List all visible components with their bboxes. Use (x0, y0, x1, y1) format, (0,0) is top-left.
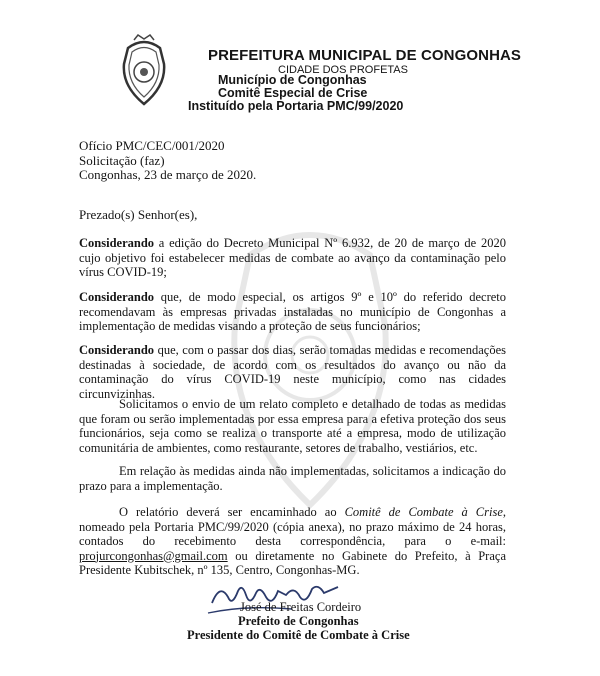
header-ordinance: Instituído pela Portaria PMC/99/2020 (188, 99, 404, 113)
paragraph-considerando-1 (79, 236, 506, 280)
solicitation-line: Solicitação (faz) (79, 153, 165, 168)
paragraph-lead: Considerando (79, 290, 155, 304)
oficio-number: Ofício PMC/CEC/001/2020 (79, 138, 225, 153)
paragraph-text: O relatório deverá ser encaminhado ao (119, 505, 345, 519)
header-committee: Comitê Especial de Crise (218, 86, 368, 100)
paragraph-text: que, com o passar dos dias, serão tomadas medidas e recomendações destinadas à sociedade, de acordo com os resultados do avanço ou não da contaminação do vírus COVID-19 neste município, como nas cidades circunvizinhas. (79, 343, 506, 401)
paragraph-lead: Considerando (79, 343, 155, 357)
email-link[interactable]: projurcongonhas@gmail.com (79, 548, 228, 563)
paragraph-considerando-2 (79, 290, 506, 334)
paragraph-considerando-3 (79, 343, 506, 401)
header-subtitle: CIDADE DOS PROFETAS (278, 64, 408, 76)
header-municipality: Município de Congonhas (218, 73, 367, 87)
paragraph-request: Solicitamos o envio de um relato completo e detalhado de todas as medidas que foram ou serão implementadas por essa empresa para a efetiva proteção dos seus funcionários, seja como se realiza o transporte até a empresa, modo de utilização comunitária de ambientes, como restaurante, setores de trabalho, vestiários, etc. (79, 397, 506, 455)
header-title: PREFEITURA MUNICIPAL DE CONGONHAS (208, 47, 522, 64)
paragraph-text: que, de modo especial, os artigos 9º e 10º do referido decreto recomendavam às empresas privadas instaladas no município de Congonhas a implementação de medidas visando a proteção de seus funcionários; (79, 290, 506, 333)
date-line: Congonhas, 23 de março de 2020. (79, 167, 257, 182)
paragraph-report-instructions (79, 505, 506, 578)
paragraph-text: ou diretamente no Gabinete do Prefeito, à Praça Presidente Kubitschek, nº 135, Centro, Congonhas-MG. (79, 548, 506, 577)
paragraph-text: , nomeado pela Portaria PMC/99/2020 (cópia anexa), no prazo máximo de 24 horas, contados do recebimento desta correspondência, para o e-mail: (79, 505, 507, 548)
committee-name: Comitê de Combate à Crise (344, 505, 503, 519)
paragraph-text: a edição do Decreto Municipal Nº 6.932, de 20 de março de 2020 cujo objetivo foi estabelecer medidas de combate ao avanço da contaminação pelo vírus COVID-19; (79, 236, 506, 279)
municipal-seal-icon (118, 34, 170, 108)
signatory-name: José de Freitas Cordeiro (240, 600, 362, 614)
greeting: Prezado(s) Senhor(es), (79, 207, 198, 222)
paragraph-lead: Considerando (79, 236, 155, 250)
paragraph-pending-measures: Em relação às medidas ainda não implementadas, solicitamos a indicação do prazo para a implementação. (79, 464, 506, 493)
signatory-role: Prefeito de Congonhas (238, 614, 359, 628)
signatory-role-committee: Presidente do Comitê de Combate à Crise (187, 628, 410, 642)
